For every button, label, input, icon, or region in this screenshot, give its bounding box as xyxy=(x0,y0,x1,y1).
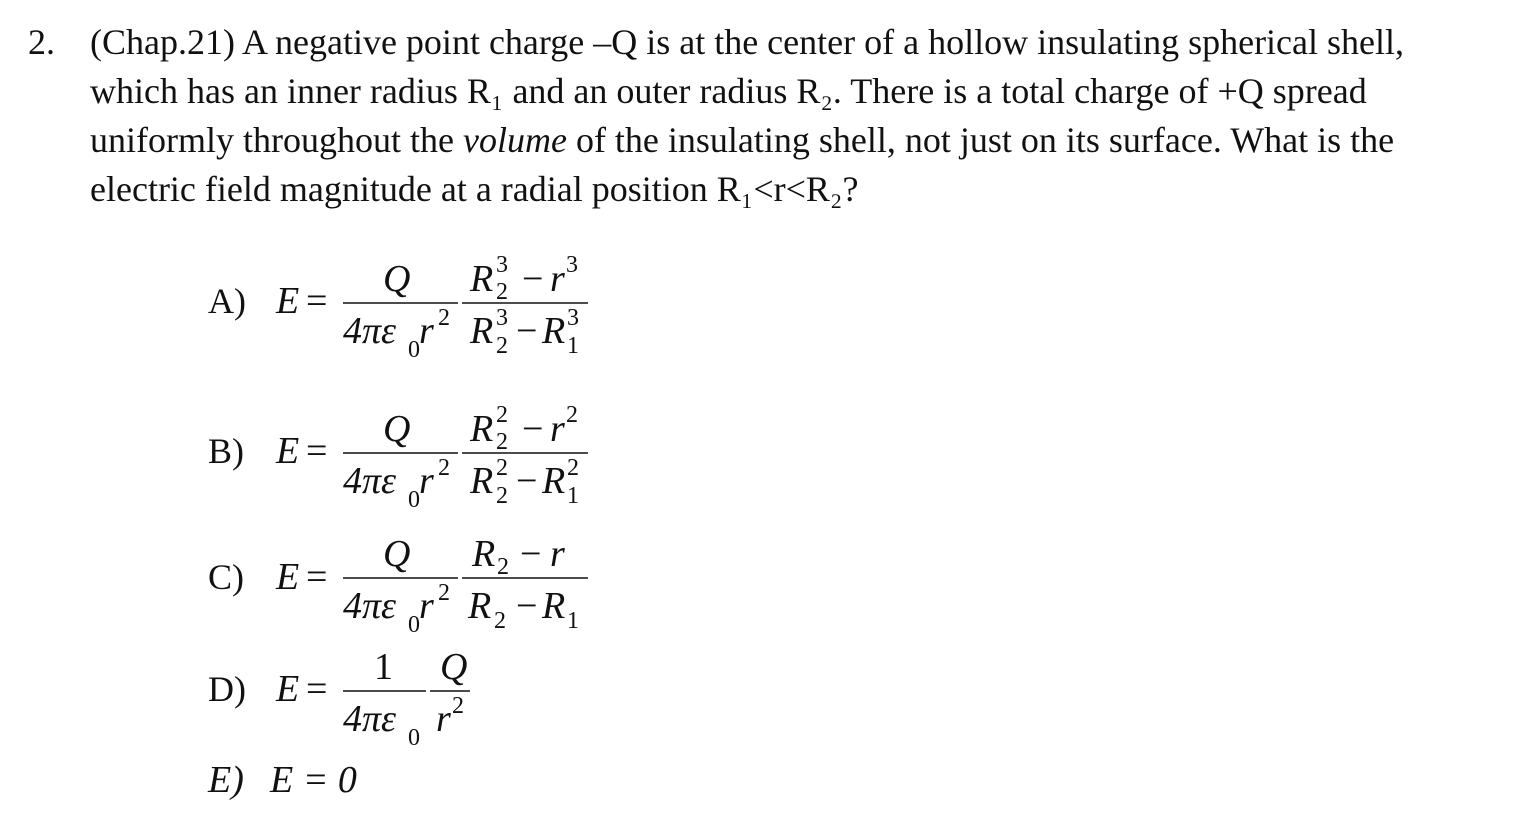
option-a-den-sub0: 0 xyxy=(408,337,420,363)
option-b-num-R-sup: 2 xyxy=(496,402,508,428)
option-a-den-4pieps: 4πε xyxy=(343,310,397,352)
option-c-num-Q: Q xyxy=(383,533,411,575)
option-b-den-R1: R xyxy=(542,460,566,502)
option-a-E: E xyxy=(276,280,300,322)
question-text-part-2: of the insulating shell, not just on its surface. What is the electric field magnitude at a radial position R₁<r<R₂? xyxy=(90,120,1395,209)
option-b-den-R1-sup: 2 xyxy=(567,455,579,481)
option-a-num-R-sup: 3 xyxy=(496,252,508,278)
question-number: 2. xyxy=(28,22,55,62)
option-b-den-sub0: 0 xyxy=(408,487,420,513)
question-text-part-1: A negative point charge –Q is at the center of a hollow insulating spherical shell, which has an inner radius R₁ and an outer radius R₂. There is a total charge of +Q spread uniformly throughout the xyxy=(90,22,1405,160)
option-a-equals: = xyxy=(306,280,328,322)
option-a-den-r: r xyxy=(419,310,434,352)
option-c-den-minus: − xyxy=(516,585,538,627)
option-a-num-r-sup: 3 xyxy=(566,252,578,278)
option-d-equals: = xyxy=(306,668,328,710)
option-e-expression: E = 0 xyxy=(270,759,357,801)
option-a-num-Q: Q xyxy=(383,258,411,300)
option-c-den-R2: R xyxy=(468,585,492,627)
option-d-den-r: r xyxy=(436,698,451,740)
option-a-den-R2-sup: 3 xyxy=(496,305,508,331)
option-b-den-4pieps: 4πε xyxy=(343,460,397,502)
option-c-label: C) xyxy=(208,557,244,597)
option-b-label: B) xyxy=(208,431,244,471)
option-a[interactable] xyxy=(208,252,588,363)
option-d-label: D) xyxy=(208,669,246,709)
option-b-den-R2: R xyxy=(470,460,494,502)
question-emphasis: volume xyxy=(462,120,567,160)
option-c-den-sup2: 2 xyxy=(438,580,450,606)
question-chapter: (Chap.21) xyxy=(90,22,235,62)
option-c-den-R1-sub: 1 xyxy=(567,608,579,634)
option-b-num-minus: − xyxy=(522,408,544,450)
option-d-den-4pieps: 4πε xyxy=(343,698,397,740)
option-a-den-R1-sup: 3 xyxy=(567,305,579,331)
option-b-den-sup2: 2 xyxy=(438,455,450,481)
option-b-num-r-sup: 2 xyxy=(566,402,578,428)
option-c-den-4pieps: 4πε xyxy=(343,585,397,627)
option-d[interactable] xyxy=(208,646,470,751)
option-a-num-R-sub: 2 xyxy=(496,279,508,305)
option-d-E: E xyxy=(276,668,300,710)
option-b-num-r: r xyxy=(550,408,565,450)
option-c[interactable] xyxy=(208,533,588,638)
option-a-den-minus: − xyxy=(516,310,538,352)
option-e[interactable] xyxy=(207,759,357,801)
option-a-num-R: R xyxy=(470,258,494,300)
option-c-num-R-sub: 2 xyxy=(497,554,509,580)
option-c-den-R2-sub: 2 xyxy=(494,608,506,634)
option-a-den-R2-sub: 2 xyxy=(496,333,508,359)
option-a-num-minus: − xyxy=(522,258,544,300)
option-a-den-sup2: 2 xyxy=(438,305,450,331)
option-b-den-minus: − xyxy=(516,460,538,502)
option-a-den-R1-sub: 1 xyxy=(567,333,579,359)
option-b-den-R1-sub: 1 xyxy=(567,483,579,509)
option-c-num-minus: − xyxy=(520,533,542,575)
option-c-num-r: r xyxy=(550,533,565,575)
option-b-num-R: R xyxy=(470,408,494,450)
option-d-den-sup2: 2 xyxy=(452,693,464,719)
option-d-num-1: 1 xyxy=(374,646,393,688)
option-b-den-R2-sub: 2 xyxy=(496,483,508,509)
option-b-num-Q: Q xyxy=(383,408,411,450)
option-a-den-R2: R xyxy=(470,310,494,352)
option-c-E: E xyxy=(276,556,300,598)
option-d-num-Q: Q xyxy=(440,646,468,688)
option-b-den-r: r xyxy=(419,460,434,502)
option-a-num-r: r xyxy=(550,258,565,300)
option-b-equals: = xyxy=(306,430,328,472)
option-d-den-sub0: 0 xyxy=(408,725,420,751)
option-b-num-R-sub: 2 xyxy=(496,429,508,455)
option-a-label: A) xyxy=(208,281,246,321)
option-c-den-R1: R xyxy=(542,585,566,627)
option-b-E: E xyxy=(276,430,300,472)
option-c-num-R: R xyxy=(472,533,496,575)
option-b-den-R2-sup: 2 xyxy=(496,455,508,481)
option-c-den-r: r xyxy=(419,585,434,627)
option-b[interactable] xyxy=(208,402,588,513)
option-c-equals: = xyxy=(306,556,328,598)
option-e-label: E) xyxy=(208,759,244,801)
option-c-den-sub0: 0 xyxy=(408,612,420,638)
option-a-den-R1: R xyxy=(542,310,566,352)
